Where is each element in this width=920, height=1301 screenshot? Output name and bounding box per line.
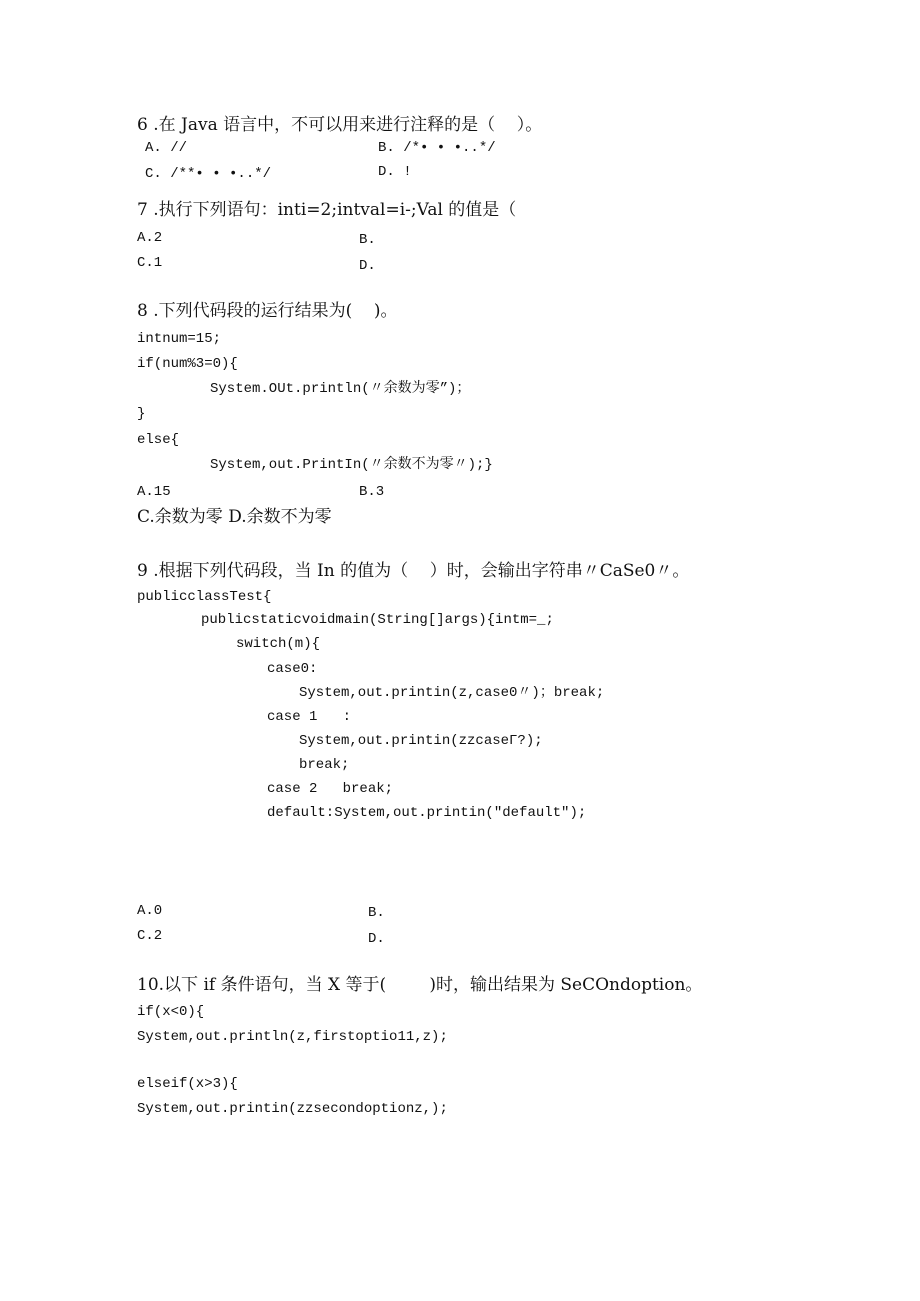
q8-code-line: if(num%3=0){ (137, 356, 238, 372)
q9-code-line: default:System,out.printin("default"); (267, 805, 587, 821)
q9-option-a: A.0 (137, 903, 163, 919)
q9-option-c: C.2 (137, 928, 163, 944)
q10-code-line: if(x<0){ (137, 1004, 205, 1020)
q10-code-line: elseif(x>3){ (137, 1076, 238, 1092)
q9-code-line: case 2 break; (267, 781, 394, 797)
q8-code-line: else{ (137, 432, 180, 448)
q9-option-b: B. (368, 905, 385, 921)
q9-code-line: switch(m){ (236, 636, 321, 652)
q10-code-line: System,out.printin(zzsecondoptionz,); (137, 1101, 448, 1117)
q9-code-line: publicclassTest{ (137, 589, 272, 605)
q9-code-line: System,out.printin(z,case0〃)；break; (299, 685, 605, 701)
q10-code-line: System,out.println(z,firstoptio11,z); (137, 1029, 448, 1045)
q9-code-line: publicstaticvoidmain(String[]args){intm=_; (201, 612, 554, 628)
q6-option-d: D. ! (378, 164, 412, 180)
q6-option-b: B. /*• • •..*/ (378, 140, 496, 156)
q8-code-line: } (137, 406, 146, 422)
q8-option-cd: C.余数为零 D.余数不为零 (137, 507, 332, 527)
q8-stem: 8 .下列代码段的运行结果为( )。 (137, 301, 398, 321)
q9-option-d: D. (368, 931, 385, 947)
q7-stem: 7 .执行下列语句：inti=2;intval=i-;Val 的值是（ (137, 200, 517, 220)
q10-stem: 10.以下 if 条件语句，当 X 等于( )时，输出结果为 SeCOndoption。 (137, 975, 703, 995)
q9-code-line: System,out.printin(zzcaseΓ?); (299, 733, 543, 749)
q7-option-b: B. (359, 232, 376, 248)
q8-option-a: A.15 (137, 484, 171, 500)
q7-option-d: D. (359, 258, 376, 274)
q8-code-line: intnum=15; (137, 331, 222, 347)
q6-option-c: C. /**• • •..*/ (145, 166, 272, 182)
q8-option-b: B.3 (359, 484, 385, 500)
q8-code-line: System.OUt.println(〃余数为零”)； (210, 381, 471, 397)
q9-stem: 9 .根据下列代码段，当 In 的值为（ ）时，会输出字符串〃CaSe0〃。 (137, 561, 690, 581)
q8-code-line: System,out.PrintIn(〃余数不为零〃);} (210, 457, 493, 473)
q6-option-a: A. // (145, 140, 188, 156)
q7-option-c: C.1 (137, 255, 163, 271)
q9-code-line: case 1 : (267, 709, 352, 725)
q7-option-a: A.2 (137, 230, 163, 246)
q6-stem: 6 .在 Java 语言中，不可以用来进行注释的是（ ）。 (137, 115, 543, 135)
q9-code-line: break; (299, 757, 350, 773)
q9-code-line: case0: (267, 661, 318, 677)
